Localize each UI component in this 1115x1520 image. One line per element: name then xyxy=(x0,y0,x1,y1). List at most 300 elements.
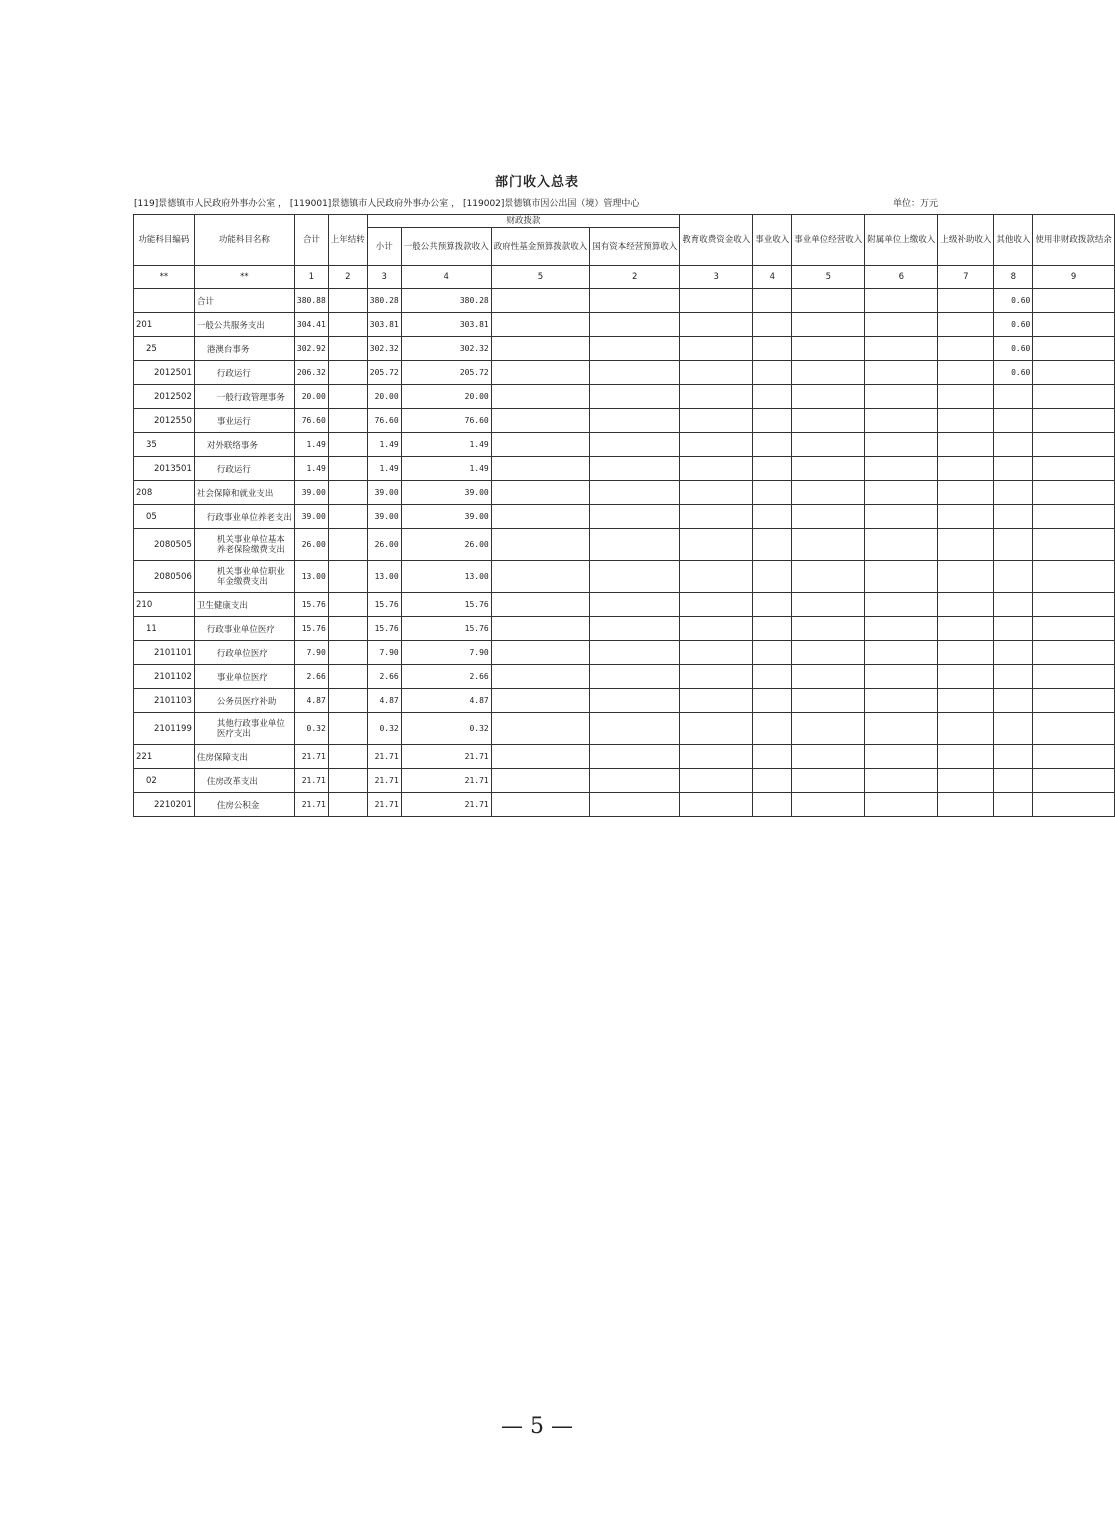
cell-name: 事业单位医疗 xyxy=(194,665,294,689)
cell-other xyxy=(994,409,1033,433)
cell-state-capital xyxy=(590,689,680,713)
header-education: 教育收费资金收入 xyxy=(680,215,753,266)
cell-affiliated xyxy=(865,745,938,769)
cell-business-unit-ops xyxy=(792,433,865,457)
cell-total: 206.32 xyxy=(294,361,328,385)
cell-name: 合计 xyxy=(194,289,294,313)
cell-total: 1.49 xyxy=(294,433,328,457)
cell-general-budget: 21.71 xyxy=(401,769,491,793)
cell-business-unit-ops xyxy=(792,409,865,433)
cell-business xyxy=(753,593,792,617)
cell-general-budget: 13.00 xyxy=(401,561,491,593)
cell-superior-subsidy xyxy=(938,593,994,617)
cell-name: 行政运行 xyxy=(194,457,294,481)
cell-carryover xyxy=(328,713,367,745)
cell-affiliated xyxy=(865,593,938,617)
cell-carryover xyxy=(328,593,367,617)
index-cell: 6 xyxy=(865,266,938,289)
cell-carryover xyxy=(328,313,367,337)
cell-total: 380.88 xyxy=(294,289,328,313)
cell-general-budget: 1.49 xyxy=(401,457,491,481)
cell-non-fiscal-balance xyxy=(1033,385,1115,409)
cell-carryover xyxy=(328,561,367,593)
table-row xyxy=(134,745,1115,769)
cell-gov-fund xyxy=(491,409,590,433)
index-cell: 7 xyxy=(938,266,994,289)
cell-non-fiscal-balance xyxy=(1033,529,1115,561)
cell-carryover xyxy=(328,529,367,561)
table-row xyxy=(134,289,1115,313)
cell-subtotal: 15.76 xyxy=(367,593,401,617)
cell-state-capital xyxy=(590,313,680,337)
cell-total: 26.00 xyxy=(294,529,328,561)
cell-superior-subsidy xyxy=(938,713,994,745)
cell-subtotal: 380.28 xyxy=(367,289,401,313)
cell-subtotal: 39.00 xyxy=(367,481,401,505)
cell-code: 2012502 xyxy=(134,385,195,409)
cell-business xyxy=(753,745,792,769)
cell-general-budget: 21.71 xyxy=(401,745,491,769)
cell-other xyxy=(994,561,1033,593)
cell-state-capital xyxy=(590,561,680,593)
cell-non-fiscal-balance xyxy=(1033,641,1115,665)
cell-business-unit-ops xyxy=(792,617,865,641)
cell-business-unit-ops xyxy=(792,529,865,561)
cell-subtotal: 39.00 xyxy=(367,505,401,529)
cell-total: 15.76 xyxy=(294,593,328,617)
cell-non-fiscal-balance xyxy=(1033,361,1115,385)
cell-total: 2.66 xyxy=(294,665,328,689)
cell-non-fiscal-balance xyxy=(1033,457,1115,481)
cell-business xyxy=(753,713,792,745)
header-non-fiscal-balance: 使用非财政拨款结余 xyxy=(1033,215,1115,266)
cell-total: 15.76 xyxy=(294,617,328,641)
cell-superior-subsidy xyxy=(938,481,994,505)
cell-state-capital xyxy=(590,289,680,313)
cell-non-fiscal-balance xyxy=(1033,665,1115,689)
cell-gov-fund xyxy=(491,689,590,713)
cell-business xyxy=(753,505,792,529)
page-number: — 5 — xyxy=(501,1414,573,1439)
cell-education xyxy=(680,337,753,361)
cell-education xyxy=(680,505,753,529)
cell-carryover xyxy=(328,505,367,529)
cell-education xyxy=(680,313,753,337)
cell-code: 2101101 xyxy=(134,641,195,665)
cell-affiliated xyxy=(865,313,938,337)
cell-gov-fund xyxy=(491,665,590,689)
cell-subtotal: 1.49 xyxy=(367,457,401,481)
cell-name: 对外联络事务 xyxy=(194,433,294,457)
cell-carryover xyxy=(328,689,367,713)
cell-gov-fund xyxy=(491,457,590,481)
cell-business-unit-ops xyxy=(792,457,865,481)
cell-general-budget: 302.32 xyxy=(401,337,491,361)
cell-subtotal: 2.66 xyxy=(367,665,401,689)
cell-superior-subsidy xyxy=(938,385,994,409)
cell-carryover xyxy=(328,793,367,817)
header-code: 功能科目编码 xyxy=(134,215,195,266)
cell-carryover xyxy=(328,617,367,641)
cell-other xyxy=(994,385,1033,409)
cell-total: 39.00 xyxy=(294,481,328,505)
cell-general-budget: 15.76 xyxy=(401,617,491,641)
cell-gov-fund xyxy=(491,745,590,769)
cell-non-fiscal-balance xyxy=(1033,713,1115,745)
cell-carryover xyxy=(328,769,367,793)
cell-business-unit-ops xyxy=(792,289,865,313)
cell-business xyxy=(753,409,792,433)
cell-gov-fund xyxy=(491,337,590,361)
cell-business-unit-ops xyxy=(792,665,865,689)
cell-gov-fund xyxy=(491,529,590,561)
cell-state-capital xyxy=(590,433,680,457)
cell-carryover xyxy=(328,641,367,665)
cell-name: 行政事业单位养老支出 xyxy=(194,505,294,529)
table-row xyxy=(134,433,1115,457)
index-cell: 4 xyxy=(401,266,491,289)
header-business-unit-ops: 事业单位经营收入 xyxy=(792,215,865,266)
cell-total: 39.00 xyxy=(294,505,328,529)
index-cell: 5 xyxy=(491,266,590,289)
cell-other xyxy=(994,593,1033,617)
cell-business xyxy=(753,665,792,689)
cell-total: 21.71 xyxy=(294,769,328,793)
cell-other: 0.60 xyxy=(994,289,1033,313)
cell-other xyxy=(994,505,1033,529)
cell-gov-fund xyxy=(491,289,590,313)
cell-state-capital xyxy=(590,337,680,361)
report-title: 部门收入总表 xyxy=(494,175,579,190)
cell-state-capital xyxy=(590,593,680,617)
cell-gov-fund xyxy=(491,769,590,793)
cell-subtotal: 4.87 xyxy=(367,689,401,713)
cell-carryover xyxy=(328,745,367,769)
cell-superior-subsidy xyxy=(938,745,994,769)
cell-name: 住房改革支出 xyxy=(194,769,294,793)
cell-other xyxy=(994,665,1033,689)
cell-superior-subsidy xyxy=(938,505,994,529)
cell-code: 2080505 xyxy=(134,529,195,561)
cell-business-unit-ops xyxy=(792,593,865,617)
cell-affiliated xyxy=(865,529,938,561)
cell-other xyxy=(994,481,1033,505)
table-row xyxy=(134,769,1115,793)
cell-total: 304.41 xyxy=(294,313,328,337)
cell-education xyxy=(680,641,753,665)
cell-general-budget: 4.87 xyxy=(401,689,491,713)
cell-affiliated xyxy=(865,337,938,361)
cell-education xyxy=(680,457,753,481)
cell-superior-subsidy xyxy=(938,529,994,561)
cell-subtotal: 21.71 xyxy=(367,745,401,769)
table-body xyxy=(134,289,1115,817)
cell-education xyxy=(680,289,753,313)
cell-business xyxy=(753,641,792,665)
table-row xyxy=(134,617,1115,641)
cell-business xyxy=(753,313,792,337)
cell-gov-fund xyxy=(491,313,590,337)
cell-education xyxy=(680,385,753,409)
cell-state-capital xyxy=(590,529,680,561)
cell-code: 11 xyxy=(134,617,195,641)
cell-superior-subsidy xyxy=(938,665,994,689)
cell-general-budget: 1.49 xyxy=(401,433,491,457)
cell-business xyxy=(753,769,792,793)
cell-state-capital xyxy=(590,457,680,481)
cell-superior-subsidy xyxy=(938,313,994,337)
cell-education xyxy=(680,433,753,457)
cell-subtotal: 15.76 xyxy=(367,617,401,641)
cell-other xyxy=(994,529,1033,561)
cell-code: 02 xyxy=(134,769,195,793)
cell-education xyxy=(680,745,753,769)
table-row xyxy=(134,793,1115,817)
cell-total: 302.92 xyxy=(294,337,328,361)
cell-name: 事业运行 xyxy=(194,409,294,433)
table-row xyxy=(134,409,1115,433)
cell-carryover xyxy=(328,409,367,433)
cell-superior-subsidy xyxy=(938,689,994,713)
header-total: 合计 xyxy=(294,215,328,266)
cell-business-unit-ops xyxy=(792,561,865,593)
table-row xyxy=(134,361,1115,385)
cell-business xyxy=(753,385,792,409)
header-name: 功能科目名称 xyxy=(194,215,294,266)
cell-state-capital xyxy=(590,665,680,689)
cell-gov-fund xyxy=(491,505,590,529)
cell-non-fiscal-balance xyxy=(1033,313,1115,337)
index-cell: 1 xyxy=(294,266,328,289)
cell-code: 2080506 xyxy=(134,561,195,593)
cell-other xyxy=(994,457,1033,481)
cell-code xyxy=(134,289,195,313)
cell-general-budget: 15.76 xyxy=(401,593,491,617)
index-cell: 8 xyxy=(994,266,1033,289)
table-row xyxy=(134,529,1115,561)
table-row xyxy=(134,385,1115,409)
index-cell: ** xyxy=(134,266,195,289)
cell-general-budget: 20.00 xyxy=(401,385,491,409)
cell-business xyxy=(753,457,792,481)
cell-education xyxy=(680,409,753,433)
org-line xyxy=(134,196,940,209)
cell-business-unit-ops xyxy=(792,689,865,713)
cell-gov-fund xyxy=(491,433,590,457)
cell-code: 25 xyxy=(134,337,195,361)
cell-education xyxy=(680,665,753,689)
cell-carryover xyxy=(328,337,367,361)
cell-state-capital xyxy=(590,713,680,745)
header-subtotal: 小计 xyxy=(367,228,401,266)
cell-education xyxy=(680,769,753,793)
cell-total: 21.71 xyxy=(294,745,328,769)
cell-non-fiscal-balance xyxy=(1033,481,1115,505)
cell-gov-fund xyxy=(491,561,590,593)
cell-carryover xyxy=(328,457,367,481)
cell-affiliated xyxy=(865,689,938,713)
cell-affiliated xyxy=(865,433,938,457)
cell-subtotal: 205.72 xyxy=(367,361,401,385)
cell-general-budget: 21.71 xyxy=(401,793,491,817)
cell-code: 201 xyxy=(134,313,195,337)
cell-code: 2012501 xyxy=(134,361,195,385)
cell-business-unit-ops xyxy=(792,641,865,665)
cell-education xyxy=(680,361,753,385)
cell-superior-subsidy xyxy=(938,289,994,313)
cell-general-budget: 26.00 xyxy=(401,529,491,561)
index-cell: 5 xyxy=(792,266,865,289)
cell-non-fiscal-balance xyxy=(1033,769,1115,793)
cell-affiliated xyxy=(865,457,938,481)
cell-name: 一般公共服务支出 xyxy=(194,313,294,337)
cell-gov-fund xyxy=(491,593,590,617)
table-row xyxy=(134,505,1115,529)
cell-general-budget: 39.00 xyxy=(401,505,491,529)
cell-affiliated xyxy=(865,409,938,433)
cell-education xyxy=(680,593,753,617)
cell-code: 2210201 xyxy=(134,793,195,817)
cell-non-fiscal-balance xyxy=(1033,561,1115,593)
table-row xyxy=(134,641,1115,665)
cell-other: 0.60 xyxy=(994,313,1033,337)
cell-affiliated xyxy=(865,561,938,593)
cell-name: 机关事业单位基本养老保险缴费支出 xyxy=(194,529,294,561)
cell-code: 2101199 xyxy=(134,713,195,745)
cell-name: 社会保障和就业支出 xyxy=(194,481,294,505)
cell-non-fiscal-balance xyxy=(1033,289,1115,313)
cell-general-budget: 7.90 xyxy=(401,641,491,665)
cell-code: 208 xyxy=(134,481,195,505)
cell-superior-subsidy xyxy=(938,617,994,641)
cell-carryover xyxy=(328,665,367,689)
cell-superior-subsidy xyxy=(938,457,994,481)
cell-affiliated xyxy=(865,385,938,409)
cell-code: 2101102 xyxy=(134,665,195,689)
index-cell: 2 xyxy=(590,266,680,289)
cell-gov-fund xyxy=(491,361,590,385)
cell-name: 行政单位医疗 xyxy=(194,641,294,665)
header-other: 其他收入 xyxy=(994,215,1033,266)
cell-subtotal: 21.71 xyxy=(367,793,401,817)
cell-general-budget: 2.66 xyxy=(401,665,491,689)
cell-total: 7.90 xyxy=(294,641,328,665)
table-row xyxy=(134,689,1115,713)
cell-superior-subsidy xyxy=(938,409,994,433)
unit-label: 单位：万元 xyxy=(892,199,938,209)
cell-non-fiscal-balance xyxy=(1033,409,1115,433)
cell-carryover xyxy=(328,361,367,385)
cell-name: 机关事业单位职业年金缴费支出 xyxy=(194,561,294,593)
cell-education xyxy=(680,713,753,745)
cell-total: 21.71 xyxy=(294,793,328,817)
cell-education xyxy=(680,529,753,561)
cell-code: 2101103 xyxy=(134,689,195,713)
cell-affiliated xyxy=(865,361,938,385)
cell-business xyxy=(753,793,792,817)
cell-gov-fund xyxy=(491,641,590,665)
cell-subtotal: 13.00 xyxy=(367,561,401,593)
cell-business xyxy=(753,529,792,561)
cell-subtotal: 26.00 xyxy=(367,529,401,561)
cell-superior-subsidy xyxy=(938,641,994,665)
cell-subtotal: 1.49 xyxy=(367,433,401,457)
cell-total: 0.32 xyxy=(294,713,328,745)
cell-education xyxy=(680,561,753,593)
cell-other xyxy=(994,769,1033,793)
cell-affiliated xyxy=(865,713,938,745)
cell-business-unit-ops xyxy=(792,481,865,505)
cell-other xyxy=(994,617,1033,641)
cell-subtotal: 20.00 xyxy=(367,385,401,409)
cell-business-unit-ops xyxy=(792,337,865,361)
cell-state-capital xyxy=(590,481,680,505)
cell-business-unit-ops xyxy=(792,385,865,409)
cell-business xyxy=(753,337,792,361)
cell-business xyxy=(753,433,792,457)
cell-affiliated xyxy=(865,481,938,505)
cell-state-capital xyxy=(590,361,680,385)
cell-subtotal: 302.32 xyxy=(367,337,401,361)
header-state-capital: 国有资本经营预算收入 xyxy=(590,228,680,266)
header-business: 事业收入 xyxy=(753,215,792,266)
cell-gov-fund xyxy=(491,617,590,641)
cell-state-capital xyxy=(590,385,680,409)
cell-business xyxy=(753,289,792,313)
cell-superior-subsidy xyxy=(938,337,994,361)
cell-non-fiscal-balance xyxy=(1033,745,1115,769)
cell-general-budget: 39.00 xyxy=(401,481,491,505)
cell-subtotal: 21.71 xyxy=(367,769,401,793)
cell-non-fiscal-balance xyxy=(1033,617,1115,641)
table-row xyxy=(134,593,1115,617)
cell-other xyxy=(994,745,1033,769)
cell-superior-subsidy xyxy=(938,361,994,385)
header-general-budget: 一般公共预算拨款收入 xyxy=(401,228,491,266)
header-carryover: 上年结转 xyxy=(328,215,367,266)
table-row xyxy=(134,457,1115,481)
cell-affiliated xyxy=(865,793,938,817)
index-cell: ** xyxy=(194,266,294,289)
cell-general-budget: 205.72 xyxy=(401,361,491,385)
header-gov-fund: 政府性基金预算拨款收入 xyxy=(491,228,590,266)
cell-education xyxy=(680,689,753,713)
cell-gov-fund xyxy=(491,481,590,505)
cell-total: 76.60 xyxy=(294,409,328,433)
cell-business-unit-ops xyxy=(792,769,865,793)
cell-general-budget: 76.60 xyxy=(401,409,491,433)
cell-code: 2013501 xyxy=(134,457,195,481)
cell-carryover xyxy=(328,433,367,457)
income-summary-table xyxy=(133,214,1115,817)
cell-carryover xyxy=(328,289,367,313)
cell-business-unit-ops xyxy=(792,745,865,769)
cell-gov-fund xyxy=(491,713,590,745)
cell-subtotal: 76.60 xyxy=(367,409,401,433)
cell-gov-fund xyxy=(491,385,590,409)
cell-other xyxy=(994,689,1033,713)
cell-code: 221 xyxy=(134,745,195,769)
cell-other xyxy=(994,641,1033,665)
cell-business-unit-ops xyxy=(792,313,865,337)
cell-subtotal: 7.90 xyxy=(367,641,401,665)
cell-code: 05 xyxy=(134,505,195,529)
cell-name: 一般行政管理事务 xyxy=(194,385,294,409)
cell-code: 35 xyxy=(134,433,195,457)
cell-affiliated xyxy=(865,641,938,665)
cell-state-capital xyxy=(590,505,680,529)
org-names: [119]景德镇市人民政府外事办公室 ， [119001]景德镇市人民政府外事办公室 ， [119002]景德镇市因公出国（境）管理中心 xyxy=(134,199,640,209)
